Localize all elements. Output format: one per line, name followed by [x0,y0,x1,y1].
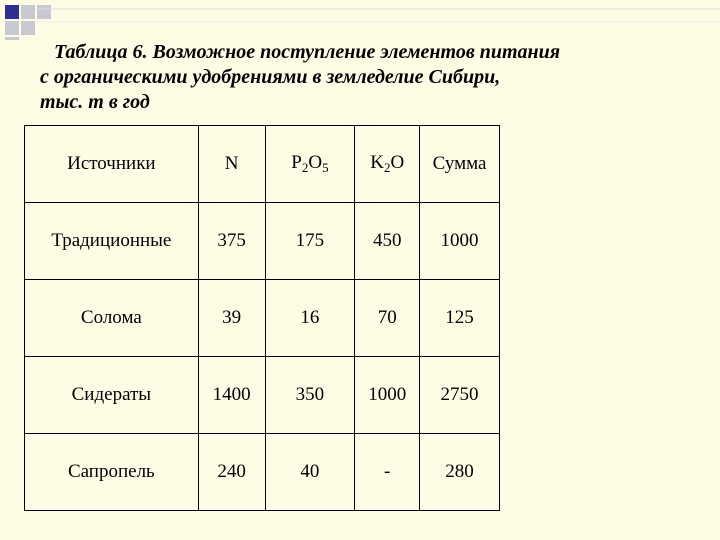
header-sum: Сумма [420,126,500,203]
caption-line-2: с органическими удобрениями в земледелие Сибири, [40,66,501,88]
cell-source: Сапропель [25,434,199,511]
cell-k2o: 70 [355,280,420,357]
cell-k2o: 450 [355,203,420,280]
header-k2o: $K_2O$ [355,126,420,203]
cell-n: 39 [198,280,265,357]
nutrients-table [24,125,500,511]
cell-source: Традиционные [25,203,199,280]
cell-p2o5: 40 [265,434,355,511]
cell-sum: 2750 [420,357,500,434]
table-row [25,280,500,357]
table-row [25,357,500,434]
cell-n: 1400 [198,357,265,434]
cell-sum: 125 [420,280,500,357]
cell-source: Солома [25,280,199,357]
caption-line-3: тыс. т в год [40,91,150,113]
cell-source: Сидераты [25,357,199,434]
cell-k2o: 1000 [355,357,420,434]
caption-line-1: Таблица 6. Возможное поступление элементов питания [54,41,561,63]
cell-p2o5: 175 [265,203,355,280]
decorative-corner-pattern [0,0,720,40]
table-row [25,434,500,511]
header-n: N [198,126,265,203]
cell-n: 240 [198,434,265,511]
table-caption [40,40,700,115]
table-row [25,203,500,280]
cell-p2o5: 16 [265,280,355,357]
cell-sum: 1000 [420,203,500,280]
header-source: Источники [25,126,199,203]
cell-k2o: - [355,434,420,511]
cell-n: 375 [198,203,265,280]
cell-p2o5: 350 [265,357,355,434]
table-header-row [25,126,500,203]
header-p2o5: $P_2O_5$ [265,126,355,203]
cell-sum: 280 [420,434,500,511]
